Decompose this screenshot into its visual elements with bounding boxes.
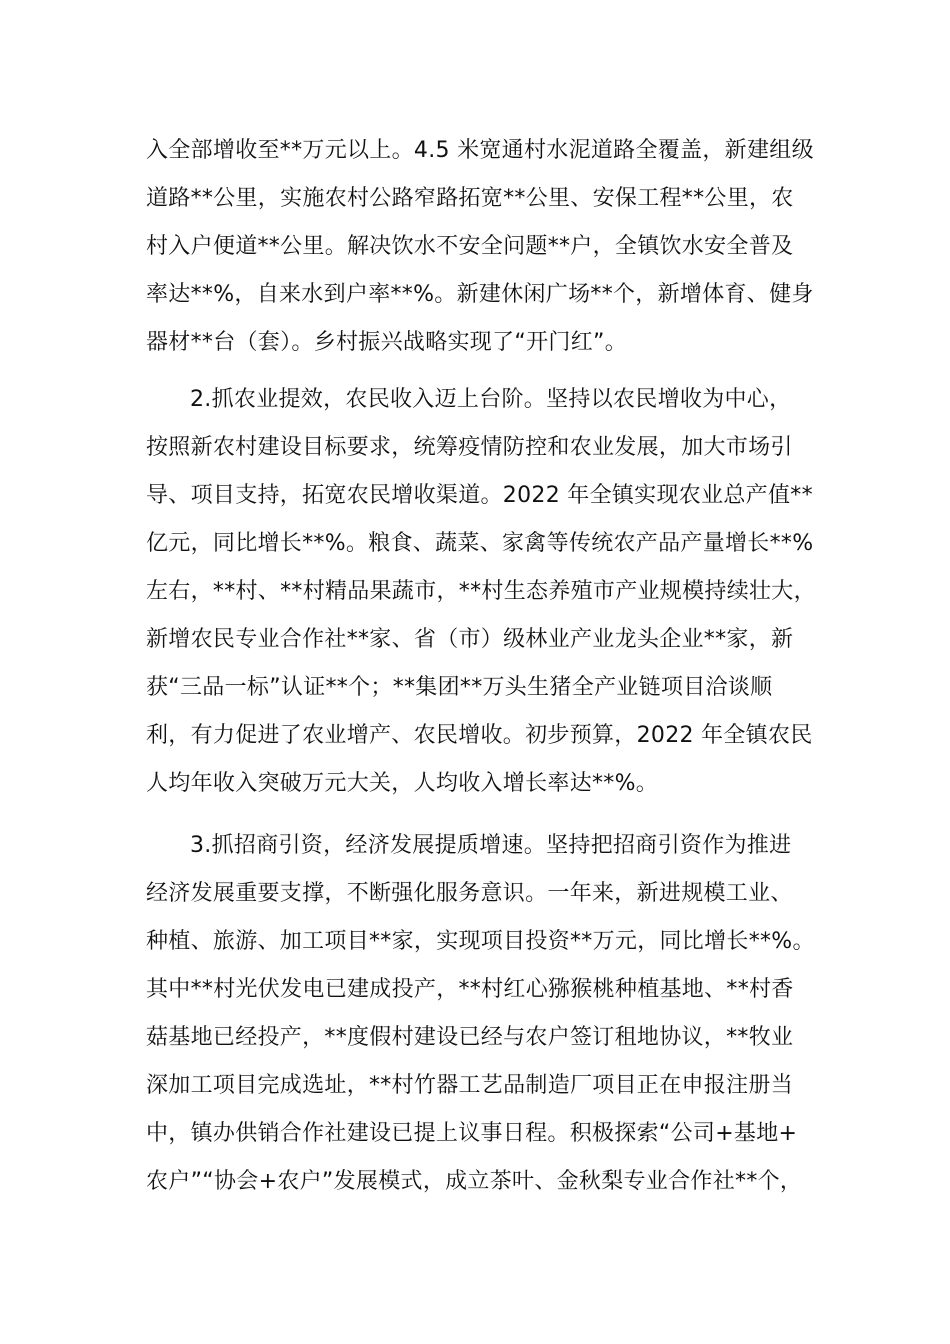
text-line: 人均年收入突破万元大关，人均收入增长率达**%。: [146, 771, 659, 796]
text-line: 按照新农村建设目标要求，统筹疫情防控和农业发展，加大市场引: [146, 435, 793, 460]
paragraph-2-heading-line: 2.抓农业提效，农民收入迈上台阶。坚持以农民增收为中心，: [190, 387, 792, 412]
text-line: 亿元，同比增长**%。粮食、蔬菜、家禽等传统农产品产量增长**%: [146, 531, 814, 556]
text-line: 率达**%，自来水到户率**%。新建休闲广场**个，新增体育、健身: [146, 282, 814, 307]
text-line: 中，镇办供销合作社建设已提上议事日程。积极探索“公司+基地+: [146, 1121, 798, 1146]
text-line: 获“三品一标”认证**个；**集团**万头生猪全产业链项目洽谈顺: [146, 675, 773, 700]
text-line: 其中**村光伏发电已建成投产，**村红心猕猴桃种植基地、**村香: [146, 977, 794, 1002]
text-line: 左右，**村、**村精品果蔬市，**村生态养殖市产业规模持续壮大，: [146, 579, 816, 604]
text-line: 器材**台（套）。乡村振兴战略实现了“开门红”。: [146, 330, 627, 355]
text-line: 村入户便道**公里。解决饮水不安全问题**户，全镇饮水安全普及: [146, 234, 794, 259]
text-line: 菇基地已经投产，**度假村建设已经与农户签订租地协议，**牧业: [146, 1025, 794, 1050]
text-line: 经济发展重要支撑，不断强化服务意识。一年来，新进规模工业、: [146, 881, 793, 906]
text-line: 导、项目支持，拓宽农民增收渠道。2022 年全镇实现农业总产值**: [146, 483, 813, 508]
paragraph-3-heading-line: 3.抓招商引资，经济发展提质增速。坚持把招商引资作为推进: [190, 833, 792, 858]
text-line: 深加工项目完成选址，**村竹器工艺品制造厂项目正在申报注册当: [146, 1073, 794, 1098]
text-line: 入全部增收至**万元以上。4.5 米宽通村水泥道路全覆盖，新建组级: [146, 138, 814, 163]
text-line: 新增农民专业合作社**家、省（市）级林业产业龙头企业**家，新: [146, 627, 794, 652]
text-line: 种植、旅游、加工项目**家，实现项目投资**万元，同比增长**%。: [146, 929, 815, 954]
text-line: 农户”“协会+农户”发展模式，成立茶叶、金秋梨专业合作社**个，: [146, 1169, 803, 1194]
text-line: 利，有力促进了农业增产、农民增收。初步预算，2022 年全镇农民: [146, 723, 813, 748]
text-line: 道路**公里，实施农村公路窄路拓宽**公里、安保工程**公里，农: [146, 186, 794, 211]
